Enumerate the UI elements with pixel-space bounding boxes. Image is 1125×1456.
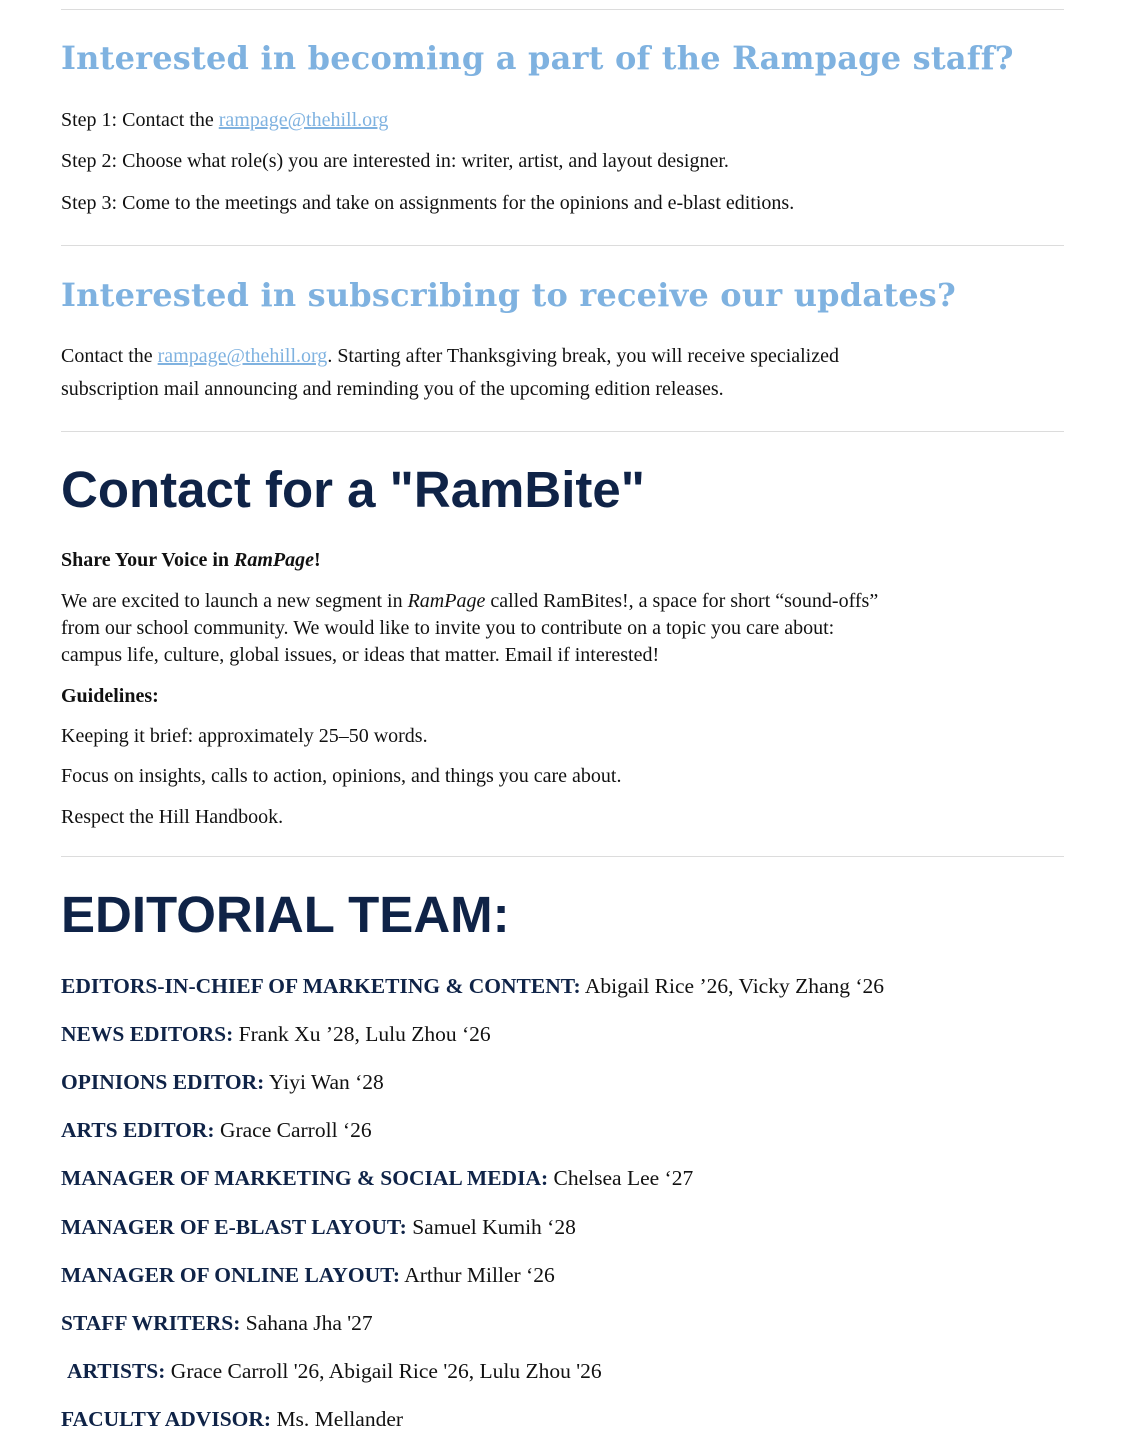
team-member-row xyxy=(61,1163,693,1193)
team-role: MANAGER OF ONLINE LAYOUT: xyxy=(61,1263,401,1287)
guidelines-label: Guidelines: xyxy=(61,685,159,707)
subscribe-line-1 xyxy=(61,343,839,370)
team-role: NEWS EDITORS: xyxy=(61,1022,234,1046)
team-names: Frank Xu ’28, Lulu Zhou ‘26 xyxy=(233,1022,491,1046)
team-member-row xyxy=(61,1404,403,1434)
intro-prefix: We are excited to launch a new segment in xyxy=(61,590,408,612)
step-1 xyxy=(61,107,388,134)
subscribe-prefix: Contact the xyxy=(61,345,158,367)
team-member-row xyxy=(61,1115,372,1145)
divider-top xyxy=(61,9,1064,10)
team-role: ARTS EDITOR: xyxy=(61,1118,215,1142)
team-names: Sahana Jha '27 xyxy=(240,1311,373,1335)
step-1-text: Step 1: Contact the xyxy=(61,109,219,131)
intro-italic: RamPage xyxy=(407,590,486,612)
guideline-item: Respect the Hill Handbook. xyxy=(61,806,284,828)
team-member-row xyxy=(61,1019,491,1049)
team-names: Grace Carroll '26, Abigail Rice '26, Lulu Zhou '26 xyxy=(165,1359,602,1383)
rambite-subheading-italic: RamPage xyxy=(234,549,314,571)
rambite-subheading xyxy=(61,547,321,574)
staff-email-link[interactable]: rampage@thehill.org xyxy=(218,109,389,131)
team-member-row xyxy=(61,971,884,1001)
editorial-team-heading: EDITORIAL TEAM: xyxy=(61,886,510,943)
subscribe-line-2: subscription mail announcing and reminding you of the upcoming edition releases. xyxy=(61,378,724,400)
subscribe-suffix: . Starting after Thanksgiving break, you will receive specialized xyxy=(327,345,839,367)
team-role: OPINIONS EDITOR: xyxy=(61,1070,265,1094)
team-role: ARTISTS: xyxy=(67,1359,166,1383)
team-names: Yiyi Wan ‘28 xyxy=(264,1070,384,1094)
team-role: EDITORS-IN-CHIEF OF MARKETING & CONTENT: xyxy=(61,974,581,998)
team-names: Grace Carroll ‘26 xyxy=(214,1118,372,1142)
subscribe-email-link[interactable]: rampage@thehill.org xyxy=(157,345,328,367)
subscribe-heading: Interested in subscribing to receive our updates? xyxy=(61,276,956,314)
staff-heading: Interested in becoming a part of the Rampage staff? xyxy=(61,39,1014,77)
intro-suffix: called RamBites!, a space for short “sound-offs” xyxy=(485,590,879,612)
team-role: MANAGER OF E-BLAST LAYOUT: xyxy=(61,1215,407,1239)
team-role: FACULTY ADVISOR: xyxy=(61,1407,272,1431)
step-2: Step 2: Choose what role(s) you are interested in: writer, artist, and layout designer. xyxy=(61,150,729,172)
rambite-subheading-prefix: Share Your Voice in xyxy=(61,549,234,571)
team-names: Arthur Miller ‘26 xyxy=(400,1263,555,1287)
team-names: Samuel Kumih ‘28 xyxy=(406,1215,576,1239)
guideline-item: Keeping it brief: approximately 25–50 words. xyxy=(61,725,428,747)
guideline-item: Focus on insights, calls to action, opinions, and things you care about. xyxy=(61,765,622,787)
rambite-intro-line-3: campus life, culture, global issues, or ideas that matter. Email if interested! xyxy=(61,644,660,666)
team-member-row xyxy=(61,1067,384,1097)
divider-3 xyxy=(61,856,1064,857)
divider-1 xyxy=(61,245,1064,246)
team-member-row xyxy=(61,1308,373,1338)
team-role: STAFF WRITERS: xyxy=(61,1311,241,1335)
rambite-intro-line-1 xyxy=(61,588,878,615)
team-names: Ms. Mellander xyxy=(271,1407,404,1431)
step-3: Step 3: Come to the meetings and take on assignments for the opinions and e-blast editions. xyxy=(61,192,795,214)
team-member-row xyxy=(61,1212,576,1242)
rambite-subheading-suffix: ! xyxy=(314,549,321,571)
team-names: Chelsea Lee ‘27 xyxy=(548,1166,694,1190)
rambite-heading: Contact for a "RamBite" xyxy=(61,461,645,518)
team-role: MANAGER OF MARKETING & SOCIAL MEDIA: xyxy=(61,1166,549,1190)
rambite-intro-line-2: from our school community. We would like to invite you to contribute on a topic you care about: xyxy=(61,617,835,639)
team-names: Abigail Rice ’26, Vicky Zhang ‘26 xyxy=(580,974,885,998)
team-member-row xyxy=(61,1260,555,1290)
team-member-row xyxy=(67,1356,602,1386)
divider-2 xyxy=(61,431,1064,432)
